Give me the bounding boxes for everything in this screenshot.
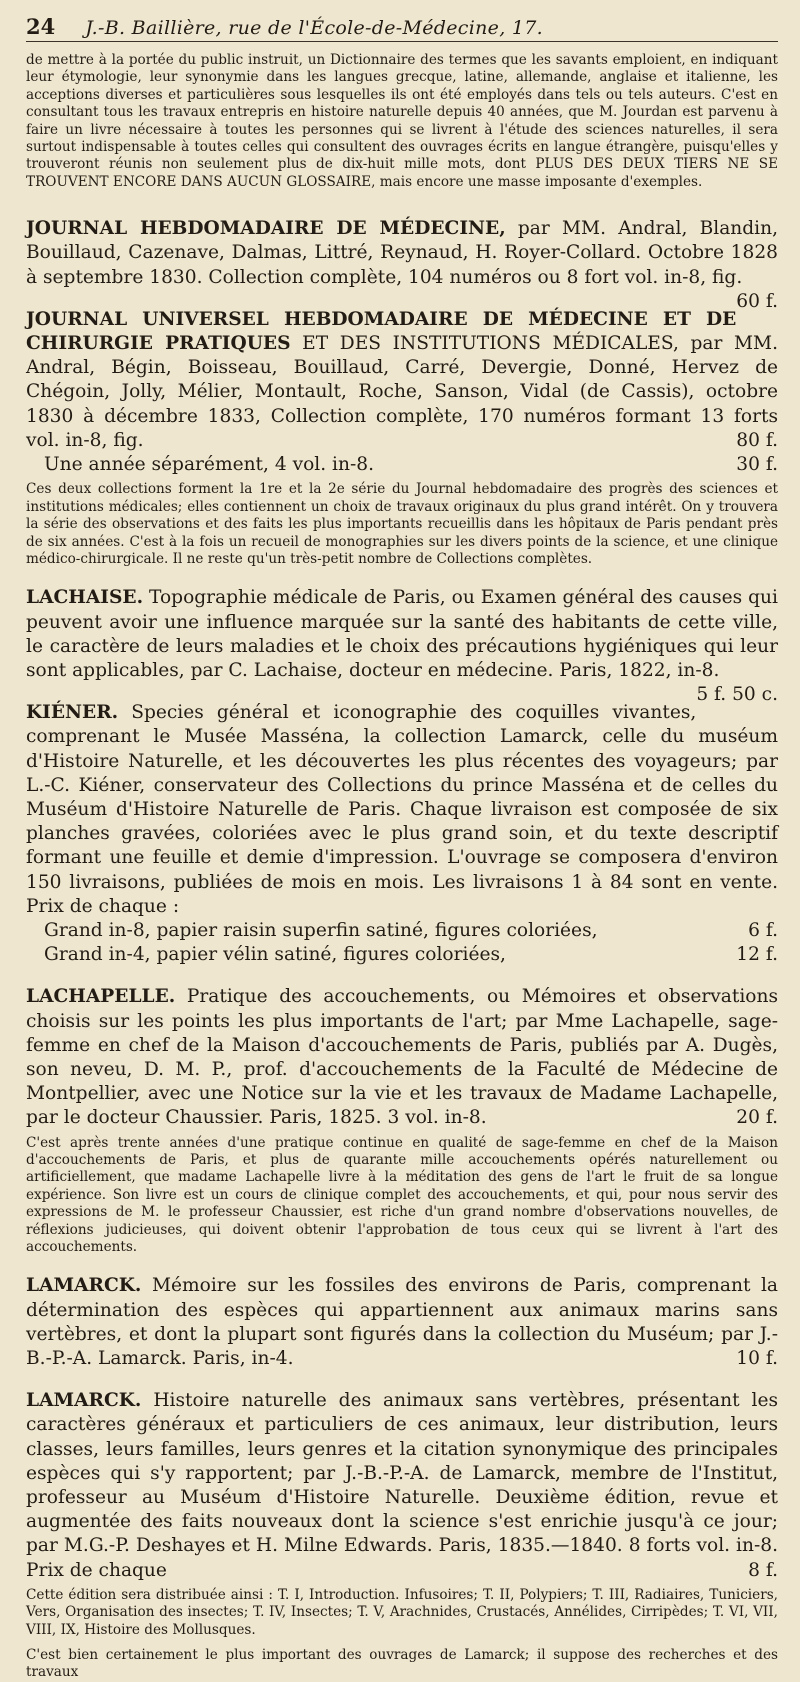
entry-note: Ces deux collections forment la 1re et la 2e série du Journal hebdomadaire des progrès des sciences et institutions médicales; elles contiennent un choix de travaux originaux du plus grand intérêt. On y trouvera la série des observations et des faits les plus importants recueillis dans les hôpitaux de Paris pendant près de six années. C'est à la fois un recueil de monographies sur les divers points de la science, et une clinique médico-chirurgicale. Il ne reste qu'un très-petit nombre de Collections complètes. (26, 481, 778, 567)
page (26, 14, 778, 1682)
entry-price: 5 f. 50 c. (696, 684, 778, 706)
sub-line-text: Grand in-8, papier raisin superfin satiné, figures coloriées, (44, 919, 598, 941)
page-number: 24 (26, 14, 56, 39)
catalog-entry (26, 217, 778, 312)
entry-price: 20 f. (736, 1107, 778, 1129)
sub-line-text: Grand in-4, papier vélin satiné, figures coloriées, (44, 944, 506, 966)
entry-text (26, 308, 778, 453)
catalog-entry (26, 1274, 778, 1371)
entry-heading: JOURNAL HEBDOMADAIRE DE MÉDECINE, (26, 218, 506, 240)
catalog-entry (26, 1389, 778, 1639)
entry-body: Mémoire sur les fossiles des environs de Paris, comprenant la détermination des espèces qui appartiennent aux animaux marins sans vertèbres, et dont la plupart sont figurés dans la collection du Muséum; par J.-B.-P.-A. Lamarck. Paris, in-4. (26, 1275, 778, 1370)
entry-body: Species général et iconographie des coquilles vivantes, comprenant le Musée Masséna, la collection Lamarck, celle du muséum d'Histoire Naturelle, et les découvertes les plus récentes des voyageurs; par L.-C. Kiéner, conservateur des Collections du prince Masséna et de celles du Muséum d'Histoire Naturelle de Paris. Chaque livraison est composée de six planches gravées, coloriées avec le plus grand soin, et du texte descriptif formant une feuille et demie d'impression. L'ouvrage se composera d'environ 150 livraisons, publiées de mois en mois. Les livraisons 1 à 84 sont en vente. Prix de chaque : (26, 702, 778, 917)
entry-heading: LACHAPELLE. (26, 986, 176, 1008)
catalog-entry (26, 586, 778, 706)
entry-body: Topographie médicale de Paris, ou Examen général des causes qui peuvent avoir une influence marquée sur la santé des habitants de cette ville, le caractère de leurs maladies et le choix des précautions hygiéniques qui leur sont applicables, par C. Lachaise, docteur en médecine. Paris, 1822, in-8. (26, 587, 778, 681)
entry-text (26, 586, 778, 706)
entry-heading: LAMARCK. (26, 1390, 142, 1412)
entry-text (26, 985, 778, 1130)
entry-heading: KIÉNER. (26, 702, 119, 724)
sub-line-text: Une année séparément, 4 vol. in-8. (44, 454, 374, 476)
sub-line-price: 30 f. (736, 454, 778, 476)
sub-line-price: 6 f. (748, 919, 778, 941)
entry-sub-line (26, 453, 778, 477)
entry-price: 8 f. (748, 1559, 778, 1581)
footer-text: C'est bien certainement le plus important des ouvrages de Lamarck; il suppose des recherches et des travaux (26, 1647, 778, 1681)
entry-body: Pratique des accouchements, ou Mémoires et observations choisis sur les points les plus importants de l'art; par Mme Lachapelle, sage-femme en chef de la Maison d'accouchements de Paris, publiés par A. Dugès, son neveu, D. M. P., prof. d'accouchements de la Faculté de Médecine de Montpellier, avec une Notice sur la vie et les travaux de Madame Lachapelle, par le docteur Chaussier. Paris, 1825. 3 vol. in-8. (26, 986, 778, 1129)
intro-paragraph: de mettre à la portée du public instruit, un Dictionnaire des termes que les savants emploient, en indiquant leur étymologie, leur synonymie dans les langues grecque, latine, allemande, anglaise et italienne, les acceptions diverses et particulières sous lesquelles ils ont été employés dans tels ou tels auteurs. C'est en consultant tous les travaux entrepris en histoire naturelle depuis 40 années, que M. Jourdan est parvenu à faire un livre nécessaire à toutes les personnes qui se livrent à l'étude des sciences naturelles, il sera surtout indispensable à toutes celles qui consultent des ouvrages écrits en langue étrangère, puisqu'elles y trouveront réunis non seulement plus de dix-huit mille mots, dont PLUS DES DEUX TIERS NE SE TROUVENT ENCORE DANS AUCUN GLOSSAIRE, mais encore une masse imposante d'exemples. (26, 52, 778, 190)
catalog-entry (26, 701, 778, 967)
entry-sub-line (26, 919, 778, 943)
entry-price: 10 f. (736, 1348, 778, 1370)
entry-price: 60 f. (736, 290, 778, 312)
page-header (26, 14, 778, 42)
running-title: J.-B. Baillière, rue de l'École-de-Médecine, 17. (85, 17, 543, 39)
sub-line-price: 12 f. (736, 944, 778, 966)
entry-sub-line (26, 943, 778, 967)
catalog-entry (26, 308, 778, 568)
entry-price: 80 f. (736, 429, 778, 451)
entry-text (26, 1274, 778, 1371)
entry-body: par MM. Andral, Blandin, Bouillaud, Cazenave, Dalmas, Littré, Reynaud, H. Royer-Collard. Octobre 1828 à septembre 1830. Collection complète, 104 numéros ou 8 fort vol. in-8, fig. (26, 218, 778, 288)
entry-text (26, 701, 778, 919)
catalog-entry (26, 985, 778, 1256)
entry-heading: LACHAISE. (26, 587, 144, 609)
entry-heading: LAMARCK. (26, 1275, 142, 1297)
entry-heading: JOURNAL UNIVERSEL HEBDOMADAIRE DE MÉDECINE ET DE CHIRURGIE PRATIQUES (26, 308, 737, 355)
entry-text (26, 1389, 778, 1583)
entry-body: Histoire naturelle des animaux sans vertèbres, présentant les caractères généraux et particuliers de ces animaux, leur distribution, leurs classes, leurs familles, leurs genres et la citation synonymique des principales espèces qui s'y rapportent; par J.-B.-P.-A. de Lamarck, membre de l'Institut, professeur au Muséum d'Histoire Naturelle. Deuxième édition, revue et augmentée des faits nouveaux dont la science s'est enrichie jusqu'à ce jour; par M.G.-P. Deshayes et H. Milne Edwards. Paris, 1835.—1840. 8 forts vol. in-8. Prix de chaque (26, 1390, 778, 1581)
entry-note: Cette édition sera distribuée ainsi : T. I, Introduction. Infusoires; T. II, Polypiers; T. III, Radiaires, Tuniciers, Vers, Organisation des insectes; T. IV, Insectes; T. V, Arachnides, Crustacés, Annélides, Cirripèdes; T. VI, VII, VIII, IX, Histoire des Mollusques. (26, 1586, 778, 1638)
entry-text (26, 217, 778, 312)
entry-note: C'est après trente années d'une pratique continue en qualité de sage-femme en chef de la Maison d'accouchements de Paris, et plus de quarante mille accouchements opérés naturellement ou artificiellement, que madame Lachapelle livre à la méditation des gens de l'art le fruit de sa longue expérience. Son livre est un cours de clinique complet des accouchements, et qui, pour nous servir des expressions de M. le professeur Chaussier, est riche d'un grand nombre d'observations nouvelles, de réflexions judicieuses, qui doivent obtenir l'approbation de tous ceux qui se livrent à l'art des accouchements. (26, 1134, 778, 1256)
entry-body: ET DES INSTITUTIONS MÉDICALES, par MM. Andral, Bégin, Boisseau, Bouillaud, Carré, Devergie, Donné, Hervez de Chégoin, Jolly, Mélier, Montault, Roche, Sanson, Vidal (de Cassis), octobre 1830 à décembre 1833, Collection complète, 170 numéros formant 13 forts vol. in-8, fig. (26, 333, 779, 451)
